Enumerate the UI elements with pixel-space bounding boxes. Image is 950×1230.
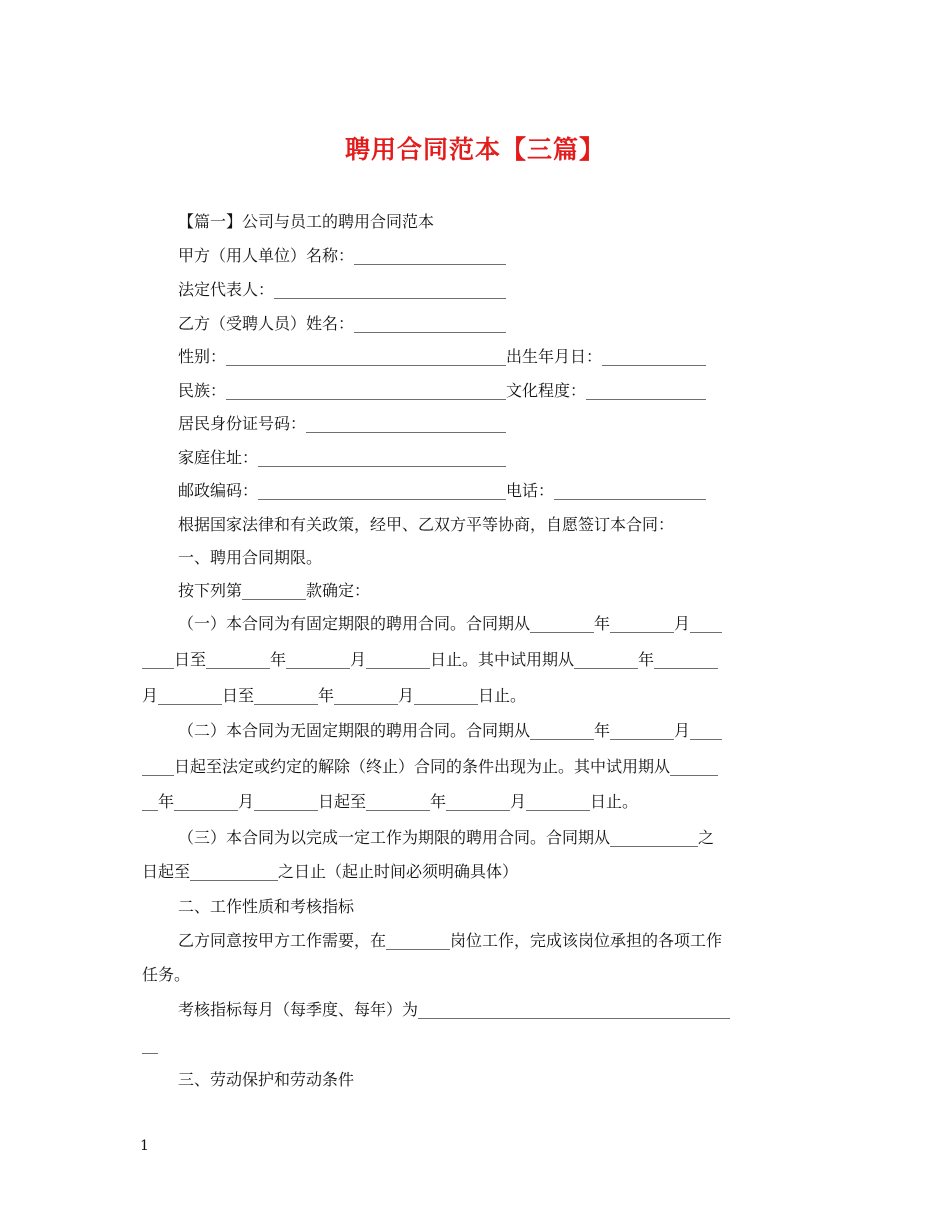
paragraph-line: 月________日至________年________月________日止。 [142,686,527,705]
party-b-name-line: 乙方（受聘人员）姓名：___________________ [178,314,507,333]
document-title: 聘用合同范本【三篇】 [344,135,605,164]
clause-heading: 一、聘用合同期限。 [178,548,323,567]
paragraph-line: （三）本合同为以完成一定工作为期限的聘用合同。合同期从___________之 [178,828,715,847]
id-number-line: 居民身份证号码：_________________________ [178,414,507,433]
page-number: 1 [140,1138,149,1154]
preamble-paragraph: 根据国家法律和有关政策，经甲、乙双方平等协商，自愿签订本合同： [178,515,675,534]
ethnicity-education-line: 民族：___________________________________文化程度：_______________ [178,381,707,400]
legal-rep-line: 法定代表人：_____________________________ [178,280,507,299]
clause-heading: 二、工作性质和考核指标 [178,897,355,916]
paragraph-line: 考核指标每月（每季度、每年）为_______________________________________ [178,1000,731,1019]
postcode-phone-line: 邮政编码：_______________________________电话：___________________ [178,481,707,500]
section-heading: 【篇一】公司与员工的聘用合同范本 [178,212,435,231]
address-line: 家庭住址：_______________________________ [178,448,507,467]
gender-birth-line: 性别：___________________________________出生年月日：_____________ [178,347,707,366]
paragraph-line: （二）本合同为无固定期限的聘用合同。合同期从________年________月____ [178,721,723,740]
paragraph-line: （一）本合同为有固定期限的聘用合同。合同期从________年________月____ [178,614,723,633]
clause-heading: 三、劳动保护和劳动条件 [178,1070,355,1089]
paragraph-line: 按下列第________款确定： [178,581,371,600]
party-a-name-line: 甲方（用人单位）名称：___________________ [178,246,507,265]
paragraph-line: __ [142,1035,158,1054]
paragraph-line: 乙方同意按甲方工作需要，在________岗位工作，完成该岗位承担的各项工作 [178,931,723,950]
paragraph-line: ____日起至法定或约定的解除（终止）合同的条件出现为止。其中试用期从______ [142,757,719,776]
paragraph-line: 任务。 [142,965,191,984]
paragraph-line: __年________月________日起至________年________月________日止。 [142,792,639,811]
paragraph-line: ____日至________年________月________日止。其中试用期从________年________ [142,650,719,669]
paragraph-line: 日起至___________之日止（起止时间必须明确具体） [142,862,519,881]
